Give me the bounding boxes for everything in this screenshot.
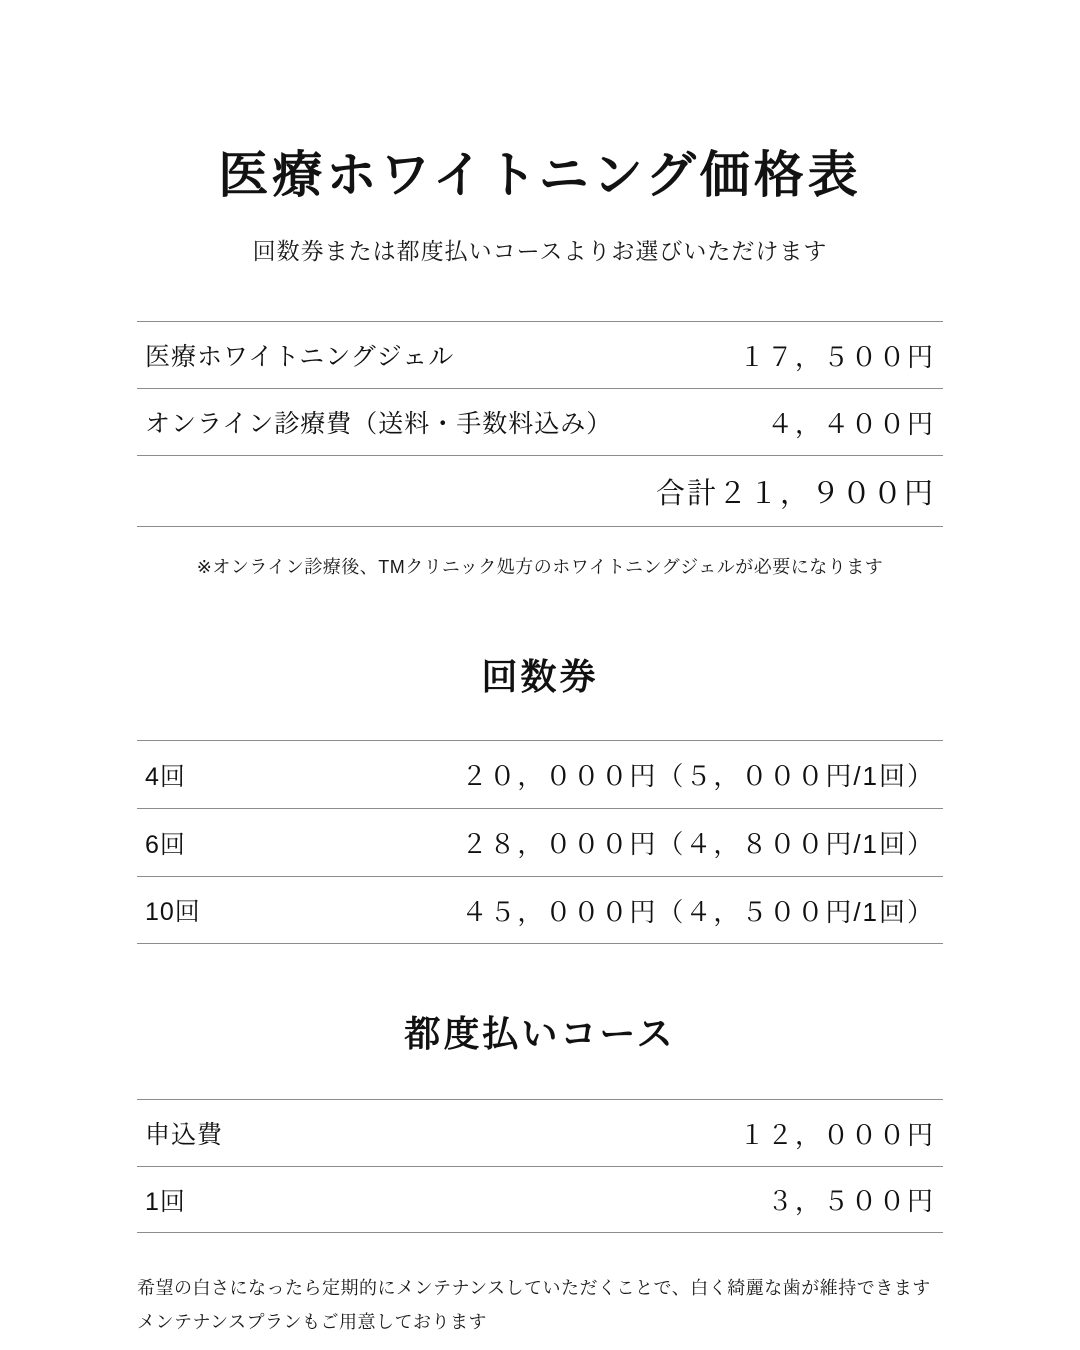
table-row: [137, 808, 943, 876]
disclaimer-note: ※オンライン診療後、TMクリニック処方のホワイトニングジェルが必要になります: [196, 557, 884, 577]
item-label: オンライン診療費（送料・手数料込み）: [145, 410, 613, 438]
ticket-count: 10回: [145, 898, 201, 926]
table-row: [137, 740, 943, 808]
footer-text: [137, 1233, 943, 1339]
total-price: 合計２１，９００円: [655, 477, 935, 510]
table-row: [137, 388, 943, 455]
ticket-price: ２０，０００円（５，０００円/1回）: [461, 761, 935, 791]
table-row: [137, 876, 943, 944]
base-price-table: [137, 321, 943, 527]
footer-line-2: メンテナンスプランもご用意しております: [137, 1312, 488, 1333]
item-price: １７，５００円: [738, 341, 935, 372]
ticket-price-table: [137, 740, 943, 944]
item-price: ４，４００円: [766, 408, 935, 439]
item-price: １２，０００円: [738, 1119, 935, 1150]
section-heading-payperuse: 都度払いコース: [404, 1013, 676, 1054]
ticket-count: 6回: [145, 830, 186, 859]
page-title: 医療ホワイトニング価格表: [218, 147, 862, 203]
ticket-count: 4回: [145, 762, 186, 791]
item-label: 医療ホワイトニングジェル: [145, 343, 455, 371]
table-row: [137, 321, 943, 388]
ticket-price: ２８，０００円（４，８００円/1回）: [461, 829, 935, 859]
payperuse-price-table: [137, 1099, 943, 1233]
table-row: [137, 1166, 943, 1233]
item-label: 申込費: [145, 1121, 224, 1149]
footer-line-1: 希望の白さになったら定期的にメンテナンスしていただくことで、白く綺麗な歯が維持できます: [137, 1278, 931, 1298]
item-label: 1回: [145, 1187, 186, 1216]
section-heading-ticket: 回数券: [481, 656, 599, 697]
item-price: ３，５００円: [766, 1186, 935, 1216]
page-subtitle: 回数券または都度払いコースよりお選びいただけます: [252, 238, 828, 264]
table-row: [137, 1099, 943, 1166]
ticket-price: ４５，０００円（４，５００円/1回）: [461, 896, 935, 927]
table-row-total: [137, 455, 943, 527]
